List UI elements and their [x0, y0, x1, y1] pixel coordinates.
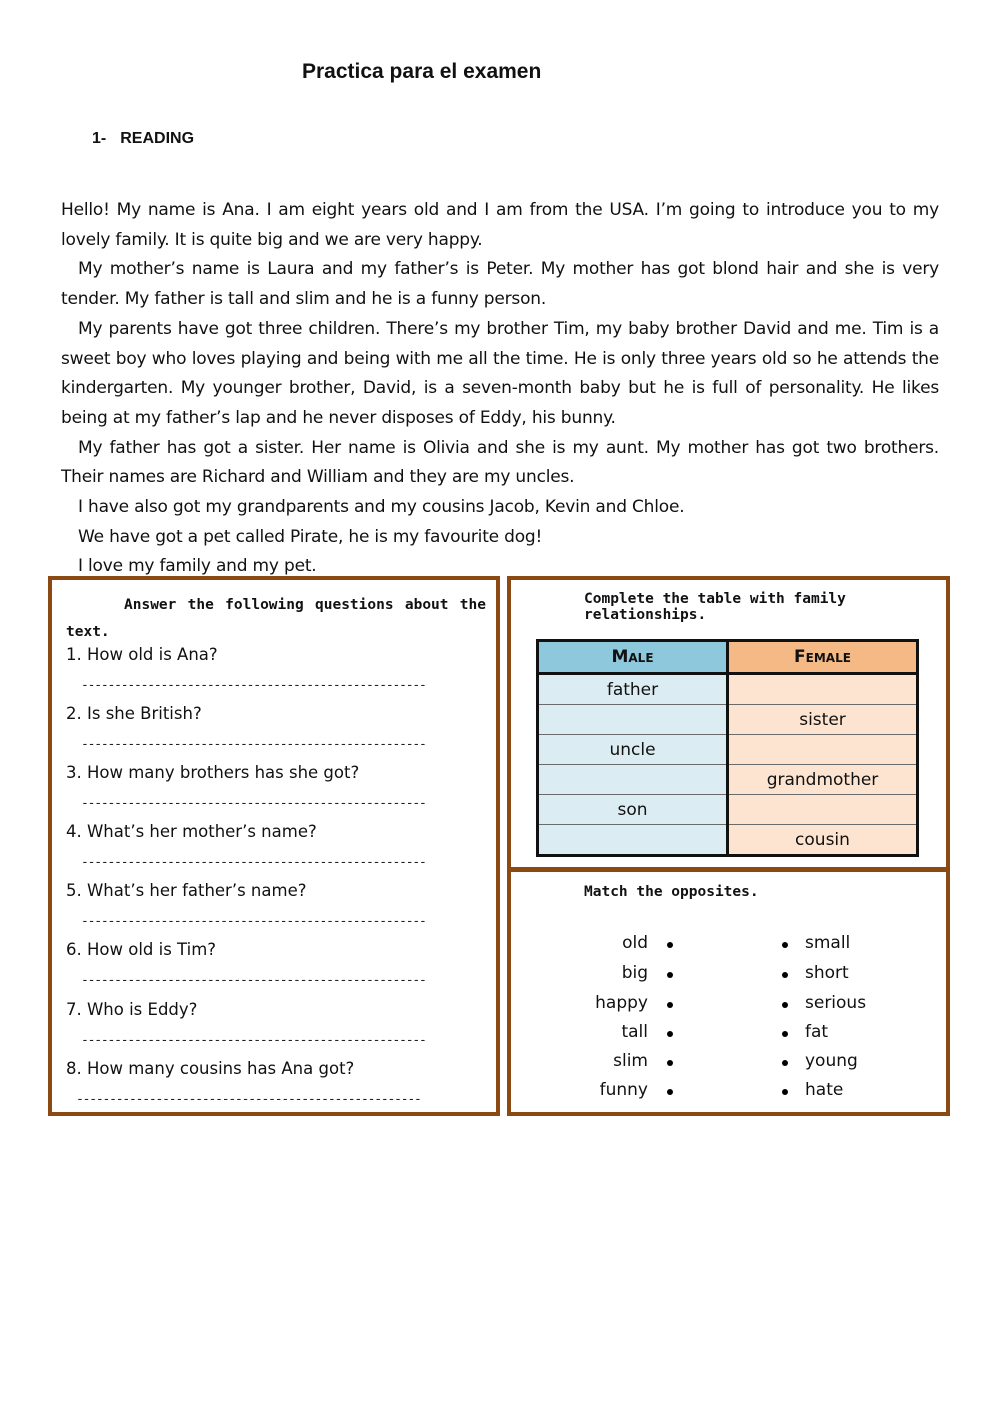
table-header-row	[538, 641, 918, 674]
question-item	[66, 820, 486, 872]
question-text: 4. What’s her mother’s name?	[66, 822, 317, 841]
question-item	[66, 879, 486, 931]
question-item	[66, 1057, 486, 1109]
male-header: Male	[538, 641, 728, 674]
answer-line[interactable]: ----------------------------------------------------	[81, 737, 426, 752]
question-item	[66, 998, 486, 1050]
match-right-dot[interactable]	[782, 1031, 788, 1037]
female-header: Female	[728, 641, 918, 674]
male-cell[interactable]	[538, 705, 728, 735]
female-cell[interactable]	[728, 735, 918, 765]
male-cell[interactable]: uncle	[538, 735, 728, 765]
match-right-dot[interactable]	[782, 942, 788, 948]
match-row	[511, 1080, 946, 1110]
match-right-dot[interactable]	[782, 1089, 788, 1095]
match-left-word: happy	[595, 993, 648, 1013]
match-left-dot[interactable]	[667, 1002, 673, 1008]
question-item	[66, 643, 486, 695]
match-opposites-box	[507, 868, 950, 1116]
question-item	[66, 938, 486, 990]
answer-line[interactable]: ----------------------------------------------------	[81, 796, 426, 811]
answer-line[interactable]: ----------------------------------------------------	[81, 855, 426, 870]
question-text: 3. How many brothers has she got?	[66, 763, 360, 782]
match-instruction: Match the opposites.	[584, 884, 759, 900]
reading-paragraph: I love my family and my pet.	[78, 556, 317, 577]
answer-line[interactable]: ----------------------------------------------------	[81, 1033, 426, 1048]
match-right-word: serious	[805, 993, 867, 1013]
answer-line[interactable]: ----------------------------------------------------	[76, 1092, 421, 1107]
match-left-dot[interactable]	[667, 1031, 673, 1037]
family-table-box	[507, 576, 950, 871]
table-row	[538, 825, 918, 856]
question-text: 8. How many cousins has Ana got?	[66, 1059, 355, 1078]
female-cell[interactable]: cousin	[728, 825, 918, 856]
question-text: 7. Who is Eddy?	[66, 1000, 198, 1019]
question-item	[66, 761, 486, 813]
female-cell[interactable]	[728, 674, 918, 705]
match-right-dot[interactable]	[782, 972, 788, 978]
answer-line[interactable]: ----------------------------------------------------	[81, 973, 426, 988]
match-right-word: short	[805, 963, 849, 983]
match-right-word: fat	[805, 1022, 829, 1042]
match-left-dot[interactable]	[667, 972, 673, 978]
question-text: 6. How old is Tim?	[66, 940, 217, 959]
match-left-dot[interactable]	[667, 1089, 673, 1095]
match-right-word: young	[805, 1051, 858, 1071]
answer-line[interactable]: ----------------------------------------------------	[81, 678, 426, 693]
section-heading	[92, 130, 194, 148]
male-cell[interactable]: father	[538, 674, 728, 705]
male-cell[interactable]	[538, 825, 728, 856]
question-text: 5. What’s her father’s name?	[66, 881, 307, 900]
reading-paragraph: I have also got my grandparents and my cousins Jacob, Kevin and Chloe.	[78, 497, 685, 518]
family-table	[536, 639, 919, 857]
reading-paragraph: My mother’s name is Laura and my father’s is Peter. My mother has got blond hair and she is very tender. My father is tall and slim and he is a funny person.	[61, 259, 939, 310]
match-right-word: hate	[805, 1080, 844, 1100]
table-row	[538, 674, 918, 705]
reading-text	[61, 196, 939, 582]
match-left-word: big	[621, 963, 648, 983]
female-cell[interactable]	[728, 795, 918, 825]
match-row	[511, 1051, 946, 1081]
question-text: 1. How old is Ana?	[66, 645, 218, 664]
match-right-dot[interactable]	[782, 1060, 788, 1066]
female-cell[interactable]: grandmother	[728, 765, 918, 795]
match-left-word: tall	[621, 1022, 648, 1042]
question-text: 2. Is she British?	[66, 704, 202, 723]
table-row	[538, 735, 918, 765]
table-instruction: Complete the table with family relationships.	[584, 591, 846, 623]
match-row	[511, 993, 946, 1023]
match-left-word: funny	[599, 1080, 648, 1100]
match-left-dot[interactable]	[667, 942, 673, 948]
male-cell[interactable]: son	[538, 795, 728, 825]
male-cell[interactable]	[538, 765, 728, 795]
match-row	[511, 933, 946, 963]
answer-line[interactable]: ----------------------------------------------------	[81, 914, 426, 929]
reading-paragraph: Hello! My name is Ana. I am eight years old and I am from the USA. I’m going to introduce you to my lovely family. It is quite big and we are very happy.	[61, 200, 939, 250]
page-title: Practica para el examen	[302, 60, 542, 83]
questions-instruction: Answer the following questions about the text.	[66, 597, 486, 640]
match-left-word: slim	[613, 1051, 648, 1071]
table-row	[538, 705, 918, 735]
match-left-word: old	[622, 933, 648, 953]
match-row	[511, 963, 946, 993]
female-cell[interactable]: sister	[728, 705, 918, 735]
section-label: READING	[120, 130, 195, 147]
match-right-word: small	[805, 933, 851, 953]
match-right-dot[interactable]	[782, 1002, 788, 1008]
questions-box	[48, 576, 500, 1116]
reading-paragraph: My parents have got three children. There’s my brother Tim, my baby brother David and me. Tim is a sweet boy who loves playing and being with me all the time. He is only three years old so he attends the kindergarten. My younger brother, David, is a seven-month baby but he is full of personality. He likes being at my father’s lap and he never disposes of Eddy, his bunny.	[61, 318, 939, 428]
reading-paragraph: My father has got a sister. Her name is Olivia and she is my aunt. My mother has got two brothers. Their names are Richard and William and they are my uncles.	[61, 437, 939, 488]
match-left-dot[interactable]	[667, 1060, 673, 1066]
question-item	[66, 702, 486, 754]
table-row	[538, 795, 918, 825]
table-row	[538, 765, 918, 795]
section-number: 1-	[92, 130, 107, 147]
reading-paragraph: We have got a pet called Pirate, he is my favourite dog!	[78, 526, 543, 547]
match-row	[511, 1022, 946, 1052]
